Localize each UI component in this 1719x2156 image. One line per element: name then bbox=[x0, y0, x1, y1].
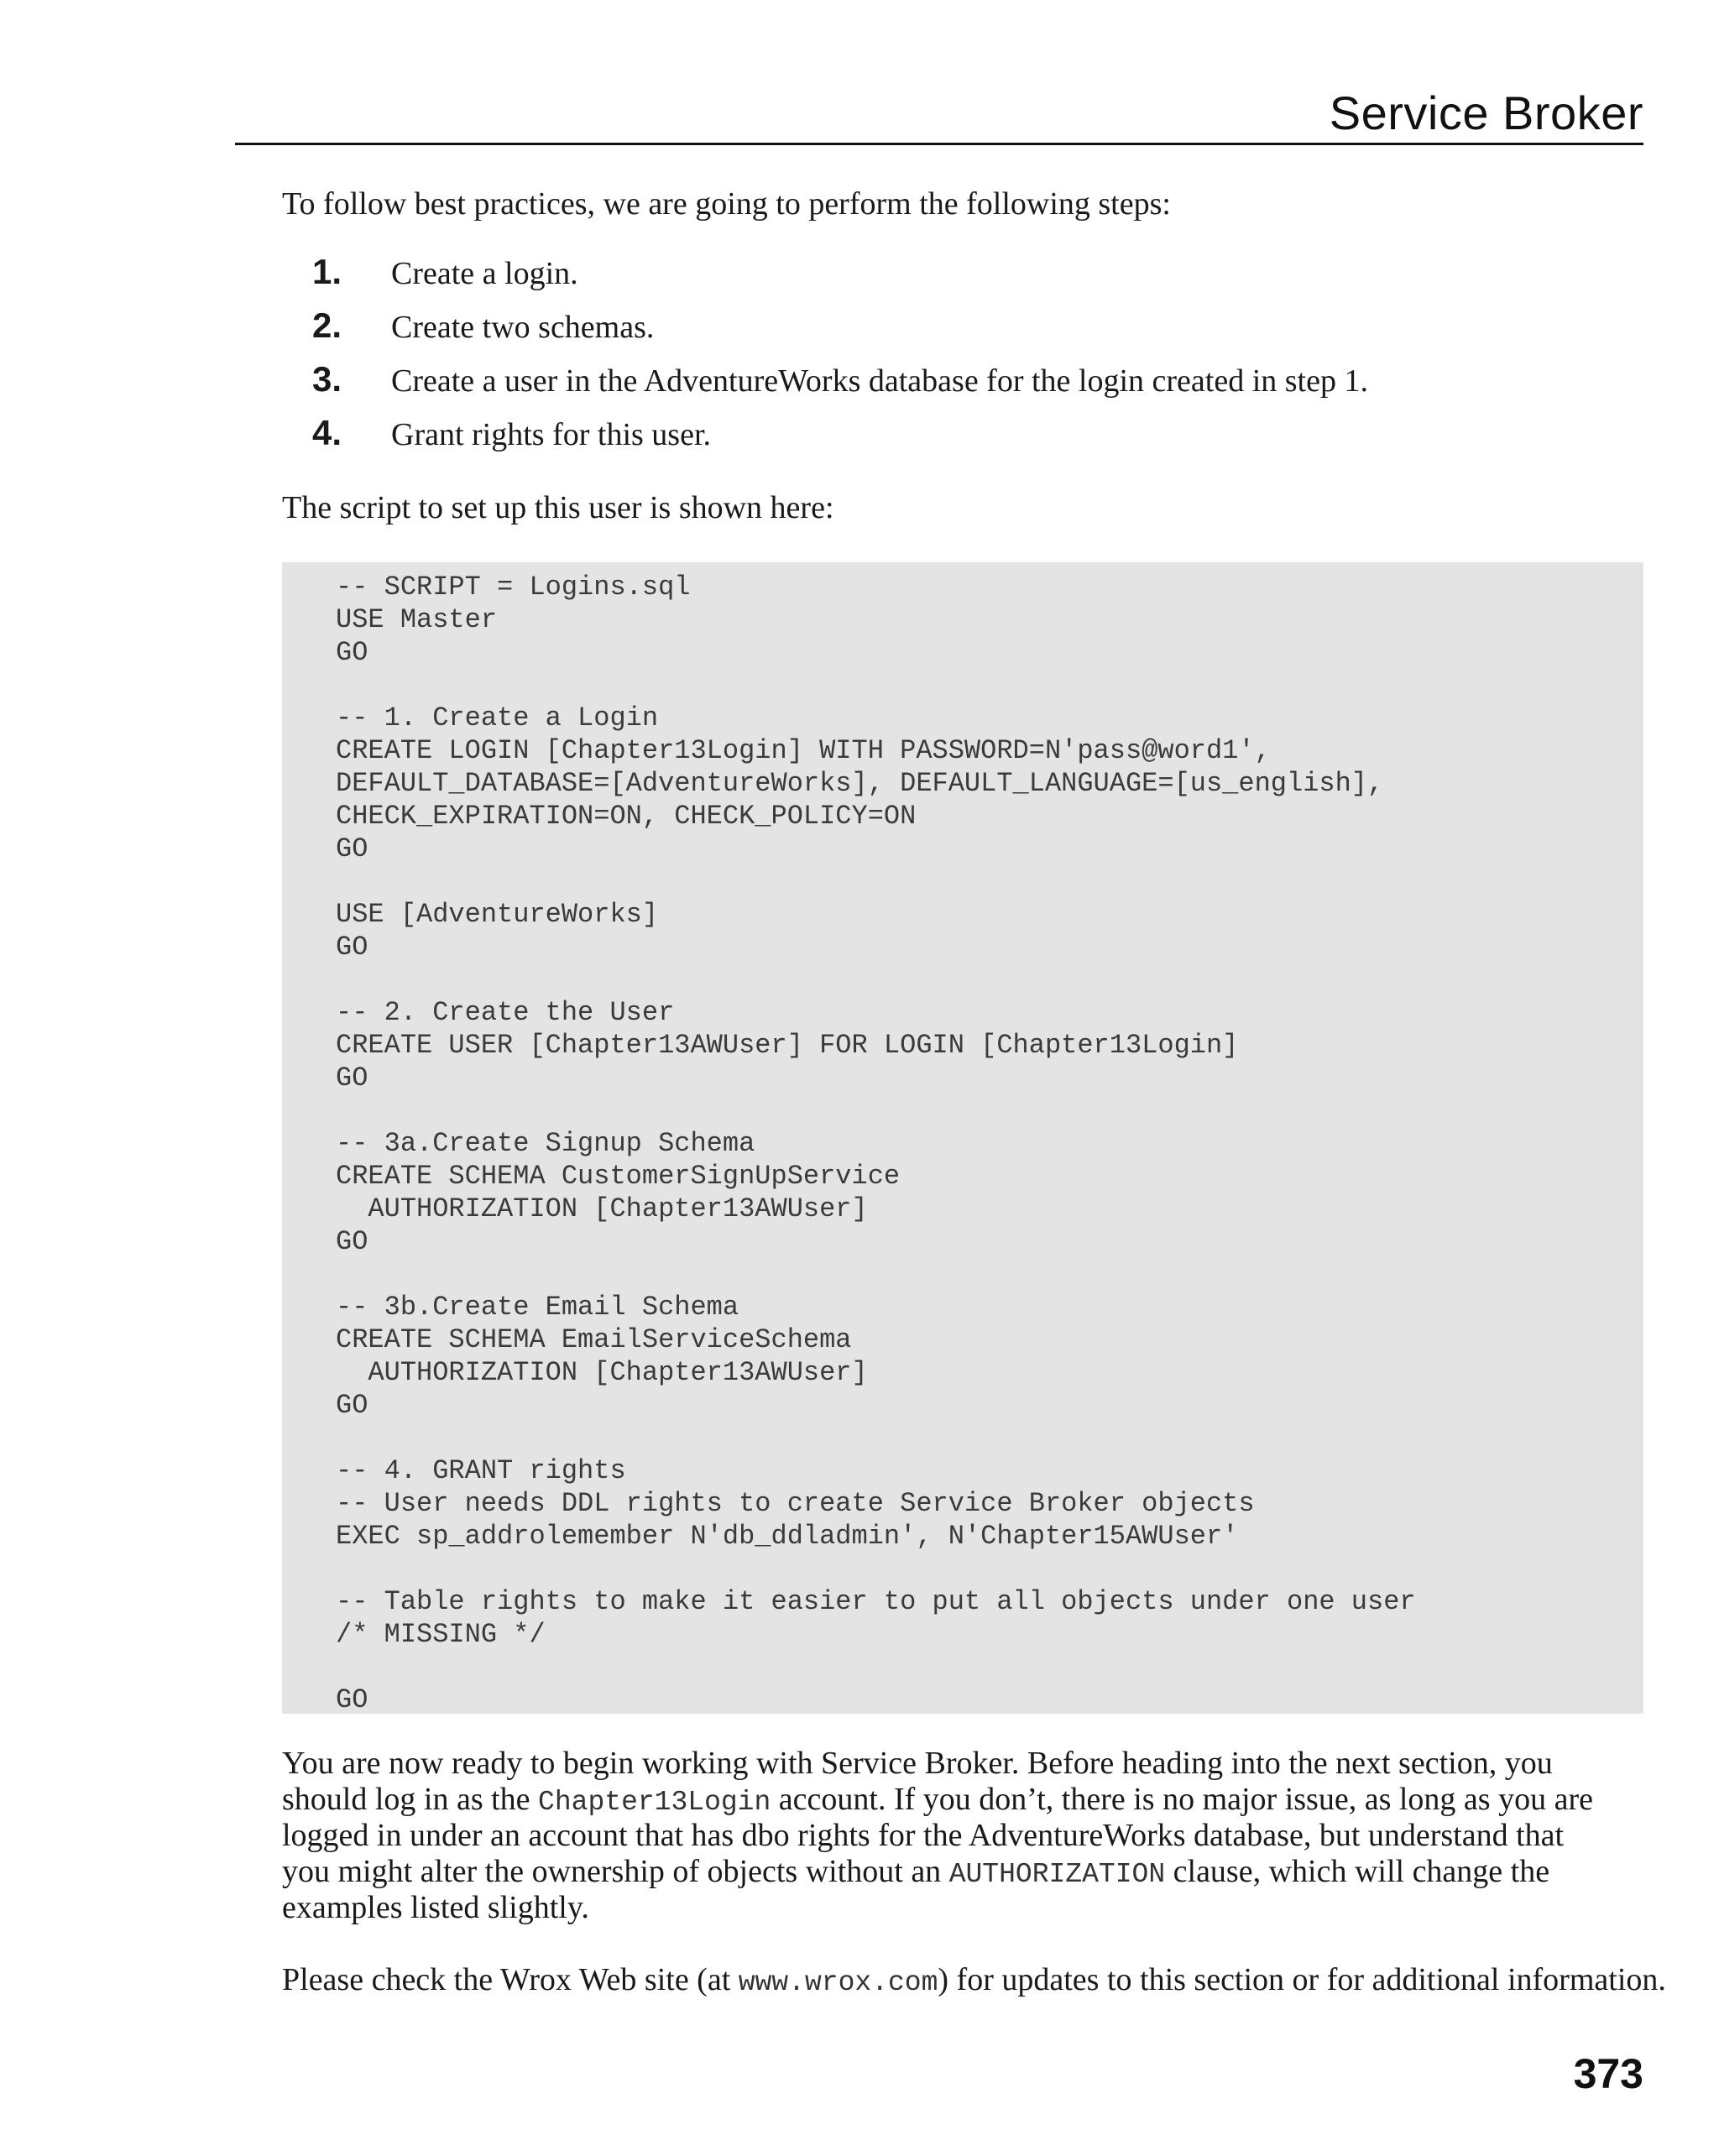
code-line: /* MISSING */ bbox=[336, 1619, 546, 1650]
code-line bbox=[336, 1094, 1643, 1127]
body-paragraph bbox=[282, 1746, 1659, 1926]
code-line: GO bbox=[336, 932, 368, 963]
step-text: Create two schemas. bbox=[391, 310, 655, 345]
paragraph-line: logged in under an account that has dbo rights for the AdventureWorks database, but understand that bbox=[282, 1818, 1565, 1853]
list-item bbox=[282, 305, 1642, 359]
code-line: GO bbox=[336, 1684, 368, 1715]
code-line: -- 3b.Create Email Schema bbox=[336, 1292, 739, 1323]
code-line: GO bbox=[336, 1226, 368, 1257]
code-line: -- User needs DDL rights to create Service Broker objects bbox=[336, 1488, 1255, 1519]
step-number: 4. bbox=[312, 413, 342, 452]
paragraph-text: should log in as the bbox=[282, 1782, 539, 1817]
code-line: CREATE SCHEMA CustomerSignUpService bbox=[336, 1161, 901, 1192]
step-number: 3. bbox=[312, 359, 342, 399]
code-line: CHECK_EXPIRATION=ON, CHECK_POLICY=ON bbox=[336, 801, 917, 832]
list-item bbox=[282, 252, 1642, 305]
code-line bbox=[336, 963, 1643, 996]
paragraph-line: examples listed slightly. bbox=[282, 1890, 589, 1925]
paragraph-line bbox=[282, 1782, 1659, 1818]
step-number: 2. bbox=[312, 305, 342, 345]
code-line: -- 4. GRANT rights bbox=[336, 1455, 626, 1486]
body-paragraph bbox=[282, 1962, 1666, 1998]
inline-code: AUTHORIZATION bbox=[948, 1859, 1166, 1890]
intro-paragraph: To follow best practices, we are going to perform the following steps: bbox=[282, 186, 1171, 222]
code-line: EXEC sp_addrolemember N'db_ddladmin', N'Chapter15AWUser' bbox=[336, 1521, 1239, 1552]
code-line bbox=[336, 1651, 1643, 1684]
code-line: -- SCRIPT = Logins.sql bbox=[336, 572, 691, 603]
paragraph-text: you might alter the ownership of objects without an bbox=[282, 1854, 949, 1889]
code-line: GO bbox=[336, 1062, 368, 1094]
code-line: CREATE LOGIN [Chapter13Login] WITH PASSWORD=N'pass@word1', bbox=[336, 735, 1271, 766]
code-line: CREATE SCHEMA EmailServiceSchema bbox=[336, 1324, 852, 1355]
code-listing bbox=[282, 562, 1643, 1714]
paragraph-line bbox=[282, 1854, 1659, 1890]
code-line: USE [AdventureWorks] bbox=[336, 899, 659, 930]
code-line bbox=[336, 1553, 1643, 1585]
paragraph-text: clause, which will change the bbox=[1165, 1854, 1550, 1889]
code-line bbox=[336, 865, 1643, 898]
code-line: GO bbox=[336, 1390, 368, 1421]
code-line: -- 1. Create a Login bbox=[336, 702, 659, 733]
code-line bbox=[336, 1258, 1643, 1291]
steps-list bbox=[282, 252, 1642, 467]
code-line: -- 3a.Create Signup Schema bbox=[336, 1128, 755, 1159]
paragraph-text: ) for updates to this section or for additional information. bbox=[938, 1962, 1666, 1997]
code-line bbox=[336, 1422, 1643, 1454]
step-text: Create a login. bbox=[391, 256, 578, 291]
list-item bbox=[282, 413, 1642, 467]
inline-code-link[interactable]: www.wrox.com bbox=[738, 1967, 938, 1998]
code-line: DEFAULT_DATABASE=[AdventureWorks], DEFAULT_LANGUAGE=[us_english], bbox=[336, 768, 1384, 799]
paragraph-line: You are now ready to begin working with Service Broker. Before heading into the next section, you bbox=[282, 1746, 1553, 1781]
header-rule bbox=[235, 143, 1643, 145]
code-line: GO bbox=[336, 637, 368, 668]
code-line: GO bbox=[336, 833, 368, 864]
paragraph-text: Please check the Wrox Web site (at bbox=[282, 1962, 739, 1997]
script-intro: The script to set up this user is shown here: bbox=[282, 490, 834, 525]
code-line: AUTHORIZATION [Chapter13AWUser] bbox=[336, 1193, 868, 1224]
list-item bbox=[282, 359, 1642, 413]
inline-code: Chapter13Login bbox=[538, 1787, 771, 1818]
code-line: AUTHORIZATION [Chapter13AWUser] bbox=[336, 1357, 868, 1388]
running-header: Service Broker bbox=[1329, 86, 1643, 139]
code-line: -- 2. Create the User bbox=[336, 997, 675, 1028]
code-line: -- Table rights to make it easier to put all objects under one user bbox=[336, 1586, 1416, 1617]
step-text: Create a user in the AdventureWorks database for the login created in step 1. bbox=[391, 363, 1368, 399]
page-number: 373 bbox=[1573, 2050, 1643, 2097]
code-line bbox=[336, 669, 1643, 702]
code-line: CREATE USER [Chapter13AWUser] FOR LOGIN [Chapter13Login] bbox=[336, 1030, 1239, 1061]
code-line: USE Master bbox=[336, 604, 498, 635]
step-text: Grant rights for this user. bbox=[391, 417, 712, 452]
step-number: 1. bbox=[312, 252, 342, 291]
paragraph-text: account. If you don’t, there is no major issue, as long as you are bbox=[771, 1782, 1593, 1817]
